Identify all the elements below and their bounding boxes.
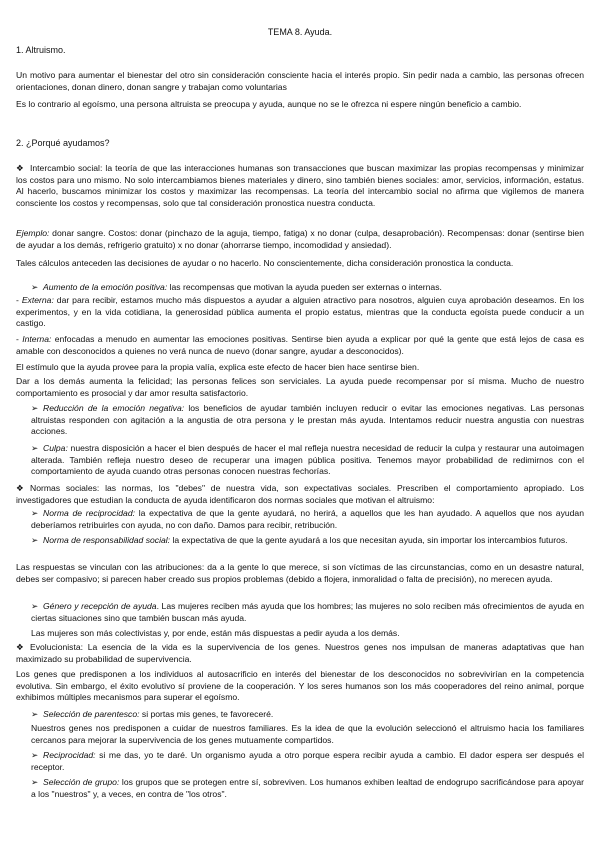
intercambio-label: Intercambio social xyxy=(30,163,100,173)
paragraph-evolucionista xyxy=(16,642,584,665)
document-title: TEMA 8. Ayuda. xyxy=(267,27,333,37)
arrow-bullet-icon: ➢ xyxy=(31,535,39,545)
reciprocidad-label: Norma de reciprocidad: xyxy=(43,508,135,518)
arrow-bullet-icon: ➢ xyxy=(31,709,39,719)
paragraph-intercambio xyxy=(16,163,584,209)
responsabilidad-text: la expectativa de que la gente ayudará a los que necesitan ayuda, sin importar los intercambios futuros. xyxy=(170,535,568,545)
item-reciprocidad-evo xyxy=(31,750,584,773)
normas-label: Normas sociales xyxy=(30,483,97,493)
ejemplo-text: donar sangre. Costos: donar (pinchazo de la aguja, tiempo, fatiga) x no donar (culpa, desaprobación). Recompensas: donar (sentirse bien de ayudar a los demás, refrigerio gratuito) x no donar (ahorrarse tiempo, incomodidad y ansiedad). xyxy=(16,228,584,250)
heading-porque-ayudamos: 2. ¿Porqué ayudamos? xyxy=(16,138,110,148)
arrow-bullet-icon: ➢ xyxy=(31,443,39,453)
externa-text: dar para recibir, estamos mucho más dispuestos a ayudar a alguien atractivo para nosotros, alguien cuya aprobación deseamos. En los experimentos, y en la vida cotidiana, la generosidad pública aumenta el propio estatus, mientras que la conducta egoísta puede conducir a un castigo. xyxy=(16,295,585,329)
item-reduccion xyxy=(31,403,584,438)
culpa-label: Culpa: xyxy=(43,443,68,453)
arrow-bullet-icon: ➢ xyxy=(31,508,39,518)
paragraph-atribuciones: Las respuestas se vinculan con las atribuciones: da a la gente lo que merece, si son víctimas de las circunstancias, como en un desastre natural, debes ser compasivo; si parecen haber creado sus propios problemas (debido a flojera, inmoralidad o falta de precisión), no merecen ayuda. xyxy=(16,562,584,584)
paragraph-externa: - Externa: dar para recibir, estamos mucho más dispuestos a ayudar a alguien atractivo para nosotros, alguien cuya aprobación deseamos. En los experimentos, y en la vida cotidiana, la generosidad pública aumenta el propio estatus, mientras que la conducta egoísta puede conducir a un castigo. xyxy=(16,295,585,329)
reciprocidad-evo-text: si me das, yo te daré. Un organismo ayuda a otro porque espera recibir ayuda a cambio. El dador espera ser después el receptor. xyxy=(31,750,584,772)
interna-label: Interna: xyxy=(22,334,52,344)
item-responsabilidad xyxy=(31,535,584,547)
paragraph-normas xyxy=(16,483,584,506)
genero-text: . Las mujeres reciben más ayuda que los hombres; las mujeres no solo reciben más ofrecimientos de ayuda en ciertas situaciones sino que también buscan más ayuda. xyxy=(31,601,584,623)
genero-label: Género y recepción de ayuda xyxy=(43,601,157,611)
aumento-text: las recompensas que motivan la ayuda pueden ser externas o internas. xyxy=(167,282,442,292)
arrow-bullet-icon: ➢ xyxy=(31,282,39,292)
paragraph-definition: Un motivo para aumentar el bienestar del otro sin consideración consciente hacia el interés propio. Sin pedir nada a cambio, las personas ofrecen orientaciones, donan dinero, donan sangre y trabajan como voluntarias xyxy=(16,70,584,92)
reciprocidad-evo-label: Reciprocidad: xyxy=(43,750,96,760)
arrow-bullet-icon: ➢ xyxy=(31,601,39,611)
intercambio-text: : la teoría de que las interacciones humanas son transacciones que buscan maximizar las propias recompensas y minimizar los costos para uno mismo. No solo intercambiamos bienes materiales y dinero, sino también bienes sociales: amor, servicios, información, estatus. Al hacerlo, buscamos minimizar los costos y maximizar las recompensas. La teoría del intercambio social no afirma que vigilemos de manera consciente los costos y recompensas, solo que tal consideración pronostica nuestra conducta. xyxy=(16,163,584,208)
arrow-bullet-icon: ➢ xyxy=(31,403,39,413)
parentesco-label: Selección de parentesco: xyxy=(43,709,140,719)
item-grupo xyxy=(31,777,584,800)
culpa-text: nuestra disposición a hacer el bien después de hacer el mal refleja nuestra necesidad de reducir la culpa y restaurar una autoimagen alterada. También refleja nuestro deseo de recuperar una imagen pública positiva. Tenemos mayor probabilidad de redimirnos con el comportamiento de ayuda cuando otras personas conocen nuestras fechorías. xyxy=(31,443,584,477)
evolucionista-label: Evolucionista xyxy=(30,642,81,652)
diamond-bullet-icon: ❖ xyxy=(16,642,24,652)
item-aumento xyxy=(31,282,584,294)
paragraph-ejemplo xyxy=(16,228,584,251)
reduccion-text: los beneficios de ayudar también incluyen reducir o evitar las emociones negativas. Las personas altruistas responden con agitación a la angustia de otra persona y le prestan más ayuda. Intentamos reducir nuestra angustia con nuestras acciones. xyxy=(31,403,584,437)
paragraph-estimulo: El estímulo que la ayuda provee para la propia valía, explica este efecto de hacer bien hace sentirse bien. xyxy=(16,362,420,372)
arrow-bullet-icon: ➢ xyxy=(31,750,39,760)
interna-text: enfocadas a menudo en aumentar las emociones positivas. Sentirse bien ayuda a explicar por qué la gente que está lejos de casa es amable con desconocidos a quienes no verá nunca de nuevo (donar sangre, ayudar a desconocidos). xyxy=(16,334,585,356)
grupo-label: Selección de grupo: xyxy=(43,777,120,787)
item-culpa xyxy=(31,443,584,478)
ejemplo-label: Ejemplo: xyxy=(16,228,50,238)
reciprocidad-text: la expectativa de que la gente ayudará, no herirá, a aquellos que les han ayudado. A aquellos que nos ayudan deberíamos retribuirles con ayuda, no con daño. Damos para recibir, retribución. xyxy=(31,508,584,530)
paragraph-nuestros-genes: Nuestros genes nos predisponen a cuidar de nuestros familiares. Es la idea de que la evolución seleccionó el altruismo hacia los familiares cercanos para mejorar la supervivencia de los genes mutuamente compartidos. xyxy=(31,723,584,745)
item-reciprocidad xyxy=(31,508,584,531)
paragraph-dar: Dar a los demás aumenta la felicidad; las personas felices son serviciales. La ayuda puede recompensar por sí misma. Mucho de nuestro comportamiento es prosocial y dar amor resulta satisfactorio. xyxy=(16,376,584,398)
item-genero xyxy=(31,601,584,624)
paragraph-mujeres: Las mujeres son más colectivistas y, por ende, están más dispuestas a pedir ayuda a los demás. xyxy=(31,628,400,638)
diamond-bullet-icon: ❖ xyxy=(16,483,24,493)
paragraph-contrario: Es lo contrario al egoísmo, una persona altruista se preocupa y ayuda, aunque no se le ofrezca ni espere ningún beneficio a cambio. xyxy=(16,99,522,109)
item-parentesco xyxy=(31,709,584,721)
aumento-label: Aumento de la emoción positiva: xyxy=(43,282,168,292)
diamond-bullet-icon: ❖ xyxy=(16,163,24,173)
paragraph-interna: - Interna: enfocadas a menudo en aumentar las emociones positivas. Sentirse bien ayuda a explicar por qué la gente que está lejos de casa es amable con desconocidos a quienes no verá nunca de nuevo (donar sangre, ayudar a desconocidos). xyxy=(16,334,585,356)
parentesco-text: si portas mis genes, te favoreceré. xyxy=(139,709,274,719)
paragraph-tales: Tales cálculos anteceden las decisiones de ayudar o no hacerlo. No conscientemente, dicha consideración pronostica la conducta. xyxy=(16,258,514,268)
arrow-bullet-icon: ➢ xyxy=(31,777,39,787)
grupo-text: los grupos que se protegen entre sí, sobreviven. Los humanos exhiben lealtad de endogrupo sacrificándose para apoyar a los "nuestros" y, a veces, en contra de "los otros". xyxy=(31,777,585,799)
reduccion-label: Reducción de la emoción negativa: xyxy=(43,403,185,413)
evolucionista-text: : La esencia de la vida es la supervivencia de los genes. Nuestros genes nos impulsan de maneras adaptativas que han maximizado su probabilidad de supervivencia. xyxy=(16,642,584,664)
externa-label: Externa: xyxy=(21,295,54,305)
heading-altruismo: 1. Altruismo. xyxy=(16,45,66,55)
normas-text: : las normas, los "debes" de nuestra vida, son expectativas sociales. Prescriben el comportamiento apropiado. Los investigadores que estudian la conducta de ayuda identificaron dos normas sociales que motivan el altruismo: xyxy=(16,483,584,505)
responsabilidad-label: Norma de responsabilidad social: xyxy=(43,535,171,545)
paragraph-genes: Los genes que predisponen a los individuos al autosacrificio en interés del bienestar de los desconocidos no sobrevivirían en la competencia evolutiva. Sin embargo, el éxito evolutivo sí proviene de la cooperación. Y los seres humanos son los más cooperadores del reino animal, porque exhibimos múltiples mecanismos para superar el egoísmo. xyxy=(16,669,584,703)
